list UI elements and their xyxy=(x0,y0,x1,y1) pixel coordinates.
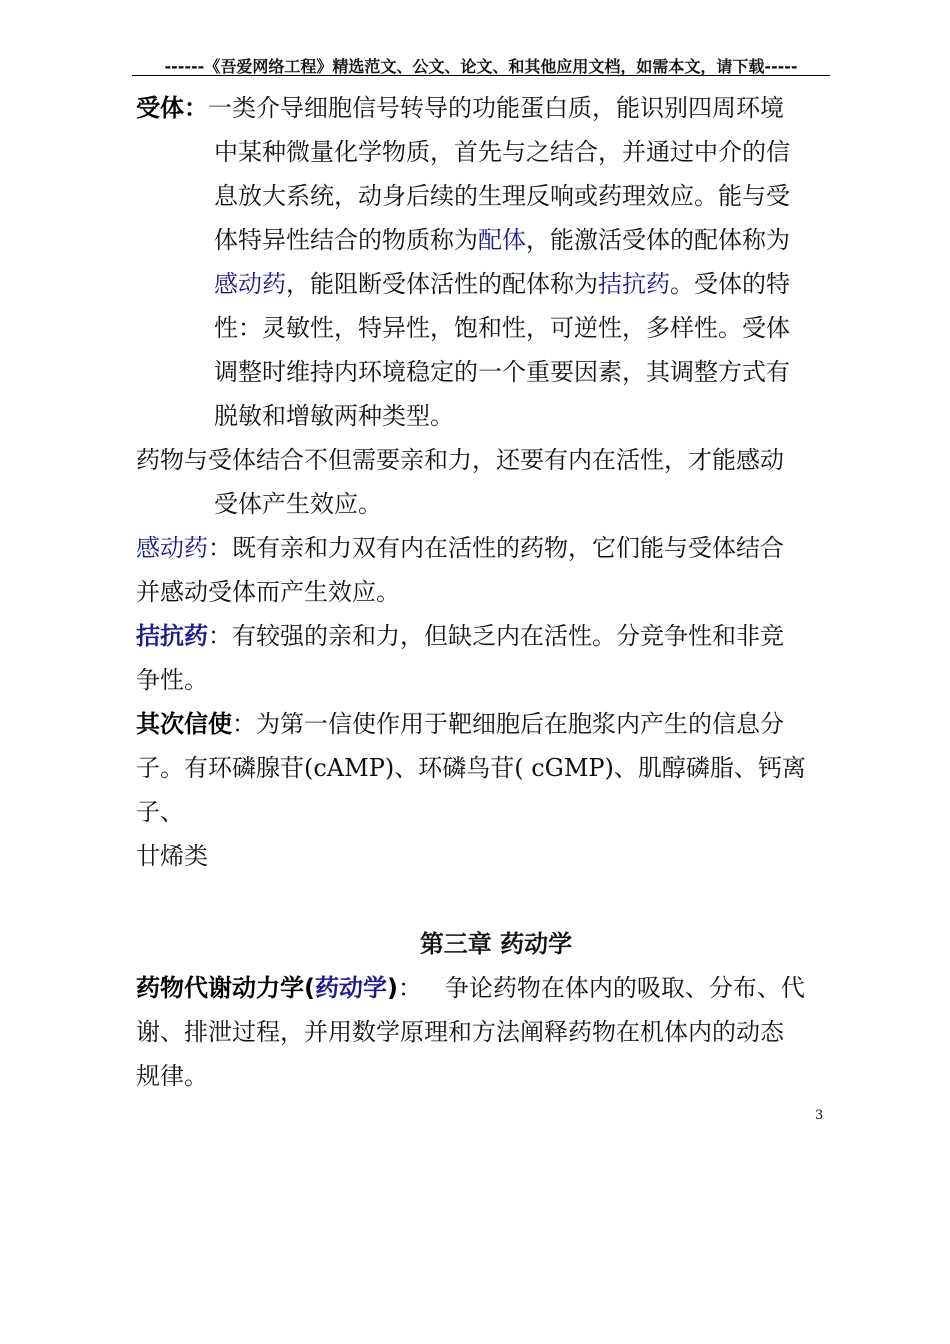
text-line: 规律。 xyxy=(136,1062,208,1090)
term-agonist-inline: 感动药 xyxy=(214,270,286,298)
text-line: 中某种微量化学物质，首先与之结合，并通过中介的信 xyxy=(214,138,790,166)
text-line: 性：灵敏性，特异性，饱和性，可逆性，多样性。受体 xyxy=(214,314,790,342)
text-line: 谢、排泄过程，并用数学原理和方法阐释药物在机体内的动态 xyxy=(136,1018,784,1046)
term-agonist: 感动药 xyxy=(136,534,208,562)
text-line: 息放大系统，动身后续的生理反响或药理效应。能与受 xyxy=(214,182,790,210)
pharmacokinetics-definition xyxy=(136,966,836,1010)
page-header: ------《吾爱网络工程》精选范文、公文、论文、和其他应用文档，如需本文，请下载----- xyxy=(164,57,798,76)
text-line: 子。有环磷腺苷(cAMP)、环磷鸟苷( cGMP)、肌醇磷脂、钙离子、 xyxy=(136,754,806,826)
chapter-title: 第三章 药动学 xyxy=(419,930,573,958)
antagonist-definition xyxy=(136,614,836,658)
text-fragment: 既有亲和力双有内在活性的药物，它们能与受体结合 xyxy=(232,534,784,562)
term-colon: ： xyxy=(184,94,208,122)
text-line: 调整时维持内环境稳定的一个重要因素，其调整方式有 xyxy=(214,358,790,386)
text-line: 争性。 xyxy=(136,666,208,694)
affinity-line-2: 受体产生效应。 xyxy=(214,490,382,518)
header-rule xyxy=(132,75,830,76)
term-second-messenger: 其次信使 xyxy=(136,710,232,738)
term-ligand: 配体 xyxy=(478,226,526,254)
text-line: 一类介导细胞信号转导的功能蛋白质，能识别四周环境 xyxy=(208,94,784,122)
spacer xyxy=(136,878,836,922)
text-fragment: ，能激活受体的配体称为 xyxy=(526,226,790,254)
text-line: 脱敏和增敏两种类型。 xyxy=(214,402,454,430)
text-line: 廿烯类 xyxy=(136,842,208,870)
term-colon: ： xyxy=(208,534,232,562)
term-colon: ： xyxy=(397,974,422,1002)
text-line: 并感动受体而产生效应。 xyxy=(136,578,400,606)
receptor-definition xyxy=(136,86,836,130)
text-line-agonist-antagonist xyxy=(136,262,836,306)
term-antagonist: 拮抗药 xyxy=(136,622,208,650)
term-pharmacokinetics: 药物代谢动力学( xyxy=(136,974,315,1002)
text-fragment: 。受体的特 xyxy=(670,270,790,298)
text-fragment: ，能阻断受体活性的配体称为 xyxy=(286,270,598,298)
text-line-ligand xyxy=(136,218,836,262)
text-fragment: 争论药物在体内的吸取、分布、代 xyxy=(421,974,805,1002)
second-messenger-definition xyxy=(136,702,836,746)
text-fragment: 有较强的亲和力，但缺乏内在活性。分竞争性和非竞 xyxy=(232,622,784,650)
term-colon: ： xyxy=(208,622,232,650)
text-fragment: 为第一信使作用于靶细胞后在胞浆内产生的信息分 xyxy=(256,710,784,738)
term-antagonist-inline: 拮抗药 xyxy=(598,270,670,298)
term-colon: ： xyxy=(232,710,256,738)
term-receptor: 受体 xyxy=(136,94,184,122)
page-number: 3 xyxy=(815,1108,824,1123)
affinity-line-1: 药物与受体结合不但需要亲和力，还要有内在活性，才能感动 xyxy=(136,446,784,474)
agonist-definition xyxy=(136,526,836,570)
text-fragment: 体特异性结合的物质称为 xyxy=(214,226,478,254)
term-pharmacokinetics-short: 药动学 xyxy=(314,974,387,1002)
term-paren: ) xyxy=(386,974,398,1002)
document-body xyxy=(136,86,836,1098)
